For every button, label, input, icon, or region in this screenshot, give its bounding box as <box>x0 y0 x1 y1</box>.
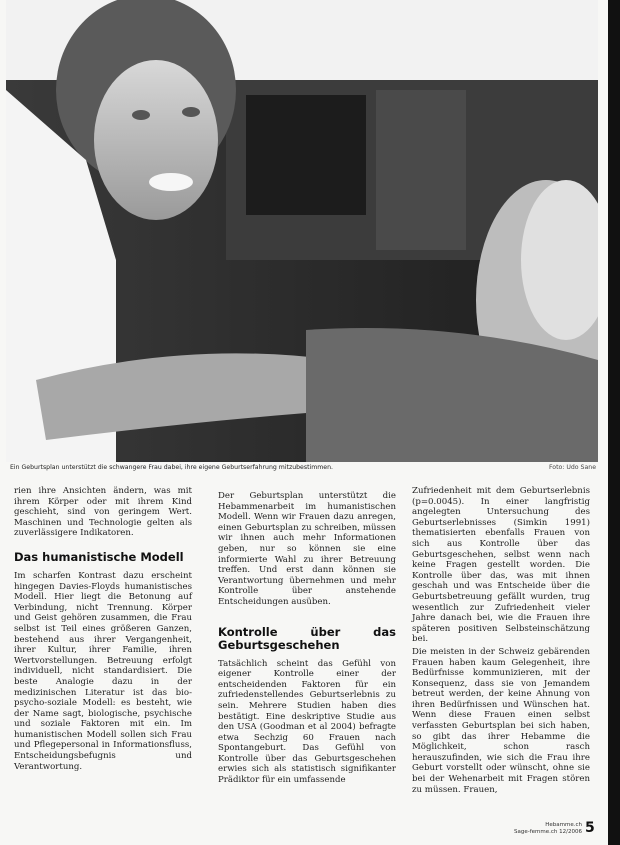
photo-caption: Ein Geburtsplan unterstützt die schwangere Frau dabei, ihre eigene Geburtserfahrung mitzubestimmen. <box>10 464 333 471</box>
text-column-2 <box>218 491 396 788</box>
text-column-1 <box>14 486 192 774</box>
page-number: 5 <box>585 820 595 836</box>
col1-body-paragraph: Im scharfen Kontrast dazu erscheint hingegen Davies-Floyds humanistisches Modell. Hier liegt die Betonung auf Verbindung, nicht Trennung. Körper und Geist gehören zusammen, die Frau selbst ist Teil eines größeren Ganzen, bestehend aus ihrer Vergangenheit, ihrer Kultur, ihrer Familie, ihren Wertvorstellungen. Betreuung erfolgt individuell, nicht standardisiert. Die beste Analogie dazu in der medizinischen Literatur ist das bio-psycho-soziale Modell: es besteht, wie der Name sagt, biologische, psychische und soziale Faktoren mit ein. Im humanistischen Modell sollen sich Frau und Pflegepersonal in Informationsfluss, Entscheidungsbefugnis und Verantwortung. <box>14 570 192 772</box>
photo-illustration <box>6 0 598 462</box>
feature-photo <box>6 0 598 462</box>
col2-body-paragraph: Tatsächlich scheint das Gefühl von eigener Kontrolle einer der entscheidenden Faktoren für ein zufriedenstellendes Geburtserlebnis zu sein. Mehrere Studien haben dies bestätigt. Eine deskriptive Studie aus den USA (Goodman et al 2004) befragte etwa Sechzig 60 Frauen nach Spontangeburt. Das Gefühl von Kontrolle über das Geburtsgeschehen erwies sich als statistisch signifikanter Prädiktor für ein umfassende <box>218 658 396 786</box>
magazine-footer: Hebamme.ch Sage-femme.ch 12/2006 <box>514 822 582 835</box>
page-edge <box>608 0 620 845</box>
photo-credit: Foto: Udo Sane <box>548 464 596 471</box>
col3-paragraph-2: Die meisten in der Schweiz gebärenden Frauen haben kaum Gelegenheit, ihre Bedürfnisse kommunizieren, mit der Konsequenz, dass sie von Jemandem betreut werden, der keine Ahnung von ihren Bedürfnissen und Wünschen hat. Wenn diese Frauen einen selbst verfassten Geburtsplan bei sich haben, so gibt das ihrer Hebamme die Möglichkeit, schon rasch herauszufinden, wie sich die Frau ihre Geburt vorstellt oder wünscht, ohne sie bei der Wehenarbeit mit Fragen stören zu müssen. Frauen, <box>412 646 590 795</box>
col2-intro-paragraph: Der Geburtsplan unterstützt die Hebammenarbeit im humanistischen Modell. Wenn wir Frauen dazu anregen, einen Geburtsplan zu schreiben, müssen wir ihnen auch mehr Informationen geben, nur so können sie eine informierte Wahl zu ihrer Betreuung treffen. Und erst dann können sie Verantwortung übernehmen und mehr Kontrolle über anstehende Entscheidungen ausüben. <box>218 491 396 607</box>
col1-intro-paragraph: rien ihre Ansichten ändern, was mit ihrem Körper oder mit ihrem Kind geschieht, sind von geringem Wert. Maschinen und Technologie gelten als zuverlässigere Indikatoren. <box>14 486 192 539</box>
section-heading-humanistic-model: Das humanistische Modell <box>14 549 184 564</box>
text-column-3 <box>412 486 590 797</box>
section-heading-birth-control: Kontrolle über das Geburtsgeschehen <box>218 624 396 652</box>
col3-paragraph-1: Zufriedenheit mit dem Geburtserlebnis (p=0.0045). In einer langfristig angelegten Untersuchung des Geburtserlebnisses (Simkin 1991) thematisierten ebenfalls Frauen von sich aus Kontrolle über das Geburtsgeschehen, selbst wenn nach keine Fragen gestellt worden. Die Kontrolle über das, was mit ihnen geschah und was Entscheide über die Geburtsbetreuung gefällt wurden, trug wesentlich zur Zufriedenheit vieler Jahre danach bei, wie die Frauen ihre späteren positiven Selbsteinschätzung bei. <box>412 486 590 645</box>
